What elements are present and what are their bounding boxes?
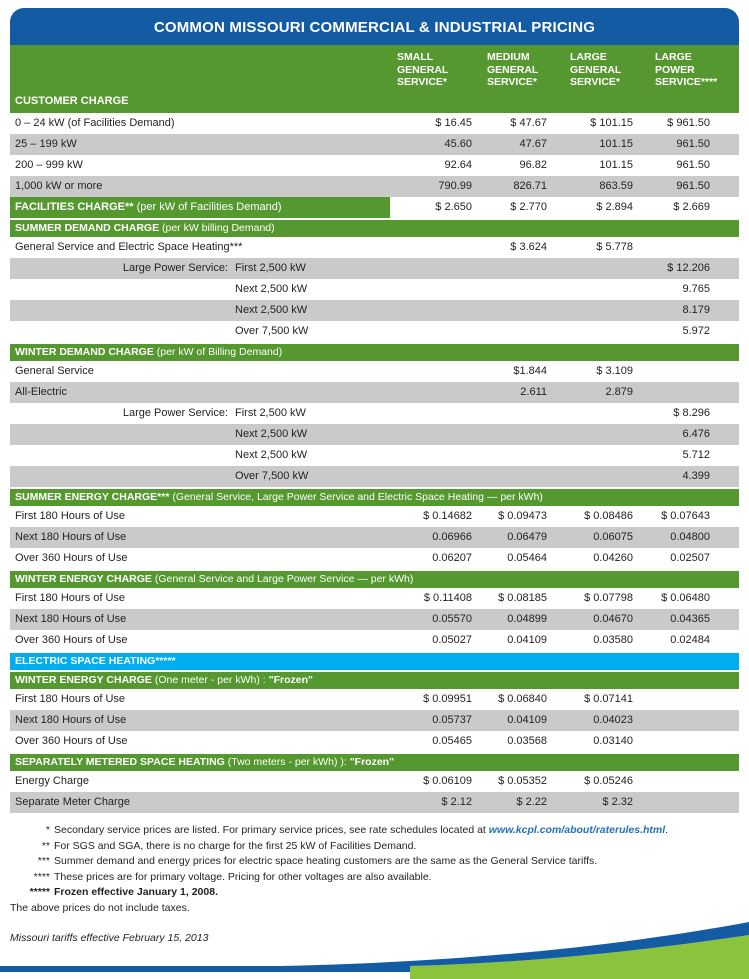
price-row xyxy=(10,403,739,424)
price-cell-col4 xyxy=(633,237,710,258)
price-cell-col1: 0.05465 xyxy=(432,735,472,747)
row-label-text: First 180 Hours of Use xyxy=(15,693,126,705)
table-sections xyxy=(10,113,739,813)
section-header-label: WINTER ENERGY CHARGE xyxy=(15,674,152,686)
row-right-spacer xyxy=(710,689,739,710)
price-row xyxy=(10,527,739,548)
price-row xyxy=(10,689,739,710)
footnote-line xyxy=(10,839,739,855)
row-label xyxy=(10,382,390,403)
row-label xyxy=(10,279,390,300)
price-cell-col2 xyxy=(472,300,547,321)
price-cell-col3: $ 5.778 xyxy=(596,241,633,253)
price-cell-col1: $ 0.09951 xyxy=(423,693,472,705)
row-label-text: Over 360 Hours of Use xyxy=(15,735,128,747)
footer-swoosh-graphic xyxy=(0,909,749,979)
footnote-marker: * xyxy=(45,824,50,836)
price-cell-col3 xyxy=(547,403,633,424)
price-cell-col3: $ 0.07798 xyxy=(584,592,633,604)
price-cell-col4: $ 12.206 xyxy=(667,262,710,274)
row-right-spacer xyxy=(710,466,739,487)
price-cell-col4 xyxy=(633,771,710,792)
column-header-medium-general-service: MEDIUM GENERAL SERVICE* xyxy=(487,51,539,88)
row-label-prefix: Large Power Service: xyxy=(122,407,228,419)
row-label-text: First 180 Hours of Use xyxy=(15,592,126,604)
price-cell-col4: 961.50 xyxy=(676,159,710,171)
price-cell-col1 xyxy=(390,403,472,424)
price-row xyxy=(10,237,739,258)
row-right-spacer xyxy=(710,424,739,445)
price-cell-col1 xyxy=(390,237,472,258)
row-label xyxy=(10,321,390,342)
price-cell-col3 xyxy=(547,466,633,487)
row-label-text: Next 2,500 kW xyxy=(235,449,308,461)
row-label xyxy=(10,630,390,651)
price-cell-col1: 45.60 xyxy=(444,138,472,150)
price-cell-col4 xyxy=(633,382,710,403)
price-cell-col4 xyxy=(633,792,710,813)
price-row xyxy=(10,506,739,527)
row-right-spacer xyxy=(710,382,739,403)
price-row xyxy=(10,361,739,382)
price-cell-col2: $ 0.06840 xyxy=(498,693,547,705)
row-label-text: Next 180 Hours of Use xyxy=(15,613,127,625)
price-cell-col1 xyxy=(390,382,472,403)
row-right-spacer xyxy=(710,155,739,176)
price-cell-col1: 0.05570 xyxy=(432,613,472,625)
price-cell-col1 xyxy=(390,258,472,279)
row-right-spacer xyxy=(710,237,739,258)
row-label xyxy=(10,134,390,155)
row-label xyxy=(10,466,390,487)
footnote-text: The above prices do not include taxes. xyxy=(10,901,190,914)
row-label xyxy=(10,731,390,752)
price-cell-col3: $ 101.15 xyxy=(590,117,633,129)
footnote-line xyxy=(10,870,739,886)
row-label-text: Next 2,500 kW xyxy=(235,428,308,440)
table-header xyxy=(10,45,739,113)
row-label-text: 25 – 199 kW xyxy=(15,138,77,150)
price-cell-col2: 826.71 xyxy=(513,180,547,192)
footnote-text: Frozen effective January 1, 2008. xyxy=(54,886,218,898)
footnote-marker: ** xyxy=(41,839,50,852)
price-cell-col1: $ 2.12 xyxy=(441,796,472,808)
section-header xyxy=(10,489,739,506)
row-right-spacer xyxy=(710,176,739,197)
price-cell-col2: $ 2.770 xyxy=(510,201,547,213)
price-cell-col2: $ 0.05352 xyxy=(498,775,547,787)
price-cell-col2 xyxy=(472,424,547,445)
price-row xyxy=(10,279,739,300)
row-right-spacer xyxy=(710,321,739,342)
price-cell-col2: 96.82 xyxy=(519,159,547,171)
price-cell-col3: 101.15 xyxy=(599,159,633,171)
row-label xyxy=(10,445,390,466)
row-label-text: First 2,500 kW xyxy=(235,262,306,274)
section-header-frozen-flag: "Frozen" xyxy=(346,756,395,768)
row-label-text: Next 180 Hours of Use xyxy=(15,531,127,543)
row-label xyxy=(10,548,390,569)
price-cell-col3: 2.879 xyxy=(605,386,633,398)
price-cell-col2: 0.06479 xyxy=(507,531,547,543)
footnote-line xyxy=(10,885,739,901)
price-cell-col3 xyxy=(547,321,633,342)
section-header xyxy=(10,754,739,771)
price-cell-col1: 0.05737 xyxy=(432,714,472,726)
price-cell-col4 xyxy=(633,689,710,710)
price-cell-col2 xyxy=(472,445,547,466)
price-cell-col2 xyxy=(472,258,547,279)
price-cell-col2: 0.04899 xyxy=(507,613,547,625)
price-cell-col1 xyxy=(390,321,472,342)
row-label-text: Next 2,500 kW xyxy=(235,283,308,295)
price-cell-col4: $ 0.07643 xyxy=(661,510,710,522)
price-cell-col2: $ 0.09473 xyxy=(498,510,547,522)
row-label xyxy=(10,258,390,279)
row-label-text: Energy Charge xyxy=(15,775,89,787)
price-row xyxy=(10,630,739,651)
price-cell-col4: 0.04800 xyxy=(670,531,710,543)
price-cell-col1: $ 0.14682 xyxy=(423,510,472,522)
price-row-facilities-charge xyxy=(10,197,739,218)
row-right-spacer xyxy=(710,792,739,813)
row-right-spacer xyxy=(710,588,739,609)
row-label-bold: FACILITIES CHARGE** xyxy=(15,201,134,213)
price-row xyxy=(10,548,739,569)
footnotes xyxy=(10,823,739,916)
price-cell-col3: 863.59 xyxy=(599,180,633,192)
row-right-spacer xyxy=(710,771,739,792)
row-label xyxy=(10,710,390,731)
price-cell-col3: $ 3.109 xyxy=(596,365,633,377)
row-label xyxy=(10,771,390,792)
price-cell-col3: $ 2.32 xyxy=(602,796,633,808)
price-cell-col2: $1.844 xyxy=(513,365,547,377)
price-cell-col2: 2.611 xyxy=(520,386,547,398)
price-cell-col1: $ 0.11408 xyxy=(423,592,472,604)
footnote-text: For SGS and SGA, there is no charge for the first 25 kW of Facilities Demand. xyxy=(54,839,417,852)
price-cell-col1: 92.64 xyxy=(444,159,472,171)
price-cell-col1: $ 2.650 xyxy=(435,201,472,213)
price-cell-col2: 0.04109 xyxy=(507,714,547,726)
row-right-spacer xyxy=(710,630,739,651)
price-cell-col4: 5.712 xyxy=(682,449,710,461)
price-cell-col2: 0.04109 xyxy=(507,634,547,646)
footnote-text: These prices are for primary voltage. Pricing for other voltages are also available. xyxy=(54,870,432,883)
section-header-note: (per kW billing Demand) xyxy=(159,222,275,234)
row-label xyxy=(10,361,390,382)
row-label-prefix: Large Power Service: xyxy=(122,262,228,274)
pricing-document xyxy=(10,8,739,944)
price-row xyxy=(10,731,739,752)
section-header xyxy=(10,571,739,588)
column-header-large-general-service: LARGE GENERAL SERVICE* xyxy=(570,51,622,88)
price-row xyxy=(10,176,739,197)
price-row xyxy=(10,609,739,630)
row-label-text: 200 – 999 kW xyxy=(15,159,83,171)
section-header-label: ELECTRIC SPACE HEATING***** xyxy=(15,655,176,667)
row-right-spacer xyxy=(710,279,739,300)
price-cell-col4: 6.476 xyxy=(682,428,710,440)
row-right-spacer xyxy=(710,134,739,155)
row-label xyxy=(10,113,390,134)
price-cell-col3: 0.03580 xyxy=(593,634,633,646)
price-cell-col4: 9.765 xyxy=(682,283,710,295)
row-label xyxy=(10,237,390,258)
price-cell-col4: 5.972 xyxy=(682,325,710,337)
section-header-frozen-flag: "Frozen" xyxy=(265,674,313,686)
section-header-label: SEPARATELY METERED SPACE HEATING xyxy=(15,756,225,768)
row-right-spacer xyxy=(710,113,739,134)
row-label-text: All-Electric xyxy=(15,386,67,398)
section-header-note: (General Service and Large Power Service — per kWh) xyxy=(151,573,414,585)
price-cell-col2: $ 2.22 xyxy=(516,796,547,808)
section-header-label: SUMMER DEMAND CHARGE xyxy=(15,222,160,234)
footnote-text: Summer demand and energy prices for electric space heating customers are the same as the General Service tariffs. xyxy=(54,855,598,867)
price-cell-col2 xyxy=(472,321,547,342)
row-label-text: General Service and Electric Space Heating*** xyxy=(15,241,243,253)
row-label-text: First 180 Hours of Use xyxy=(15,510,126,522)
price-row xyxy=(10,258,739,279)
price-row xyxy=(10,321,739,342)
price-cell-col1 xyxy=(390,445,472,466)
price-cell-col3 xyxy=(547,279,633,300)
price-cell-col1 xyxy=(390,361,472,382)
price-cell-col1 xyxy=(390,424,472,445)
page-title: COMMON MISSOURI COMMERCIAL & INDUSTRIAL PRICING xyxy=(10,8,739,45)
row-label-text: First 2,500 kW xyxy=(235,407,306,419)
row-right-spacer xyxy=(710,731,739,752)
price-row xyxy=(10,113,739,134)
price-row xyxy=(10,588,739,609)
price-cell-col2 xyxy=(472,403,547,424)
price-cell-col1: 790.99 xyxy=(438,180,472,192)
raterules-link[interactable]: www.kcpl.com/about/raterules.html xyxy=(488,824,666,836)
row-label-text: Over 7,500 kW xyxy=(235,325,309,337)
price-cell-col1: $ 16.45 xyxy=(435,117,472,129)
row-label xyxy=(10,403,390,424)
price-row xyxy=(10,771,739,792)
row-label xyxy=(10,155,390,176)
price-cell-col3 xyxy=(547,300,633,321)
section-header xyxy=(10,344,739,361)
price-cell-col4 xyxy=(633,361,710,382)
price-cell-col3: 0.04260 xyxy=(593,552,633,564)
row-right-spacer xyxy=(710,548,739,569)
row-right-spacer xyxy=(710,403,739,424)
price-cell-col2: 0.03568 xyxy=(507,735,547,747)
row-label-text: 0 – 24 kW (of Facilities Demand) xyxy=(15,117,175,129)
price-cell-col2: $ 0.08185 xyxy=(498,592,547,604)
footnote-line xyxy=(10,854,739,870)
row-label xyxy=(10,300,390,321)
section-header-label: WINTER DEMAND CHARGE xyxy=(15,346,154,358)
price-cell-col4: 4.399 xyxy=(682,470,710,482)
row-right-spacer xyxy=(710,197,739,218)
row-label-text: General Service xyxy=(15,365,94,377)
price-cell-col3 xyxy=(547,258,633,279)
price-cell-col3 xyxy=(547,424,633,445)
price-cell-col3: 0.04023 xyxy=(593,714,633,726)
row-right-spacer xyxy=(710,506,739,527)
price-cell-col2: 47.67 xyxy=(519,138,547,150)
section-header xyxy=(10,653,739,670)
footnote-line xyxy=(10,823,739,839)
price-cell-col4: 961.50 xyxy=(676,138,710,150)
price-cell-col2: $ 47.67 xyxy=(510,117,547,129)
column-header-small-general-service: SMALL GENERAL SERVICE* xyxy=(397,51,449,88)
price-cell-col1: 0.06966 xyxy=(432,531,472,543)
row-label-text: Over 360 Hours of Use xyxy=(15,552,128,564)
price-cell-col4: 961.50 xyxy=(676,180,710,192)
footnote-marker: *** xyxy=(37,855,50,867)
row-label xyxy=(10,424,390,445)
row-label xyxy=(10,176,390,197)
price-row xyxy=(10,792,739,813)
section-header-customer-charge: CUSTOMER CHARGE xyxy=(15,95,129,107)
price-row xyxy=(10,424,739,445)
footnote-text: Secondary service prices are listed. For primary service prices, see rate schedules located at www.kcpl.com/about/raterules.html. xyxy=(54,824,669,836)
row-label xyxy=(10,588,390,609)
price-row xyxy=(10,155,739,176)
price-row xyxy=(10,445,739,466)
row-right-spacer xyxy=(710,445,739,466)
section-header-note: (General Service, Large Power Service and Electric Space Heating — per kWh) xyxy=(169,491,543,503)
row-label xyxy=(10,197,390,218)
price-cell-col1: $ 0.06109 xyxy=(423,775,472,787)
row-label xyxy=(10,792,390,813)
price-row xyxy=(10,710,739,731)
row-label xyxy=(10,527,390,548)
row-right-spacer xyxy=(710,527,739,548)
section-header-label: SUMMER ENERGY CHARGE*** xyxy=(15,491,170,503)
price-cell-col4: $ 2.669 xyxy=(673,201,710,213)
price-cell-col3: $ 2.894 xyxy=(596,201,633,213)
column-header-large-power-service: LARGE POWER SERVICE**** xyxy=(655,51,718,88)
price-cell-col3: 101.15 xyxy=(599,138,633,150)
row-right-spacer xyxy=(710,710,739,731)
row-right-spacer xyxy=(710,361,739,382)
price-row xyxy=(10,300,739,321)
section-header-note: (per kW of Billing Demand) xyxy=(153,346,283,358)
price-cell-col2: $ 3.624 xyxy=(510,241,547,253)
price-cell-col4: 0.02484 xyxy=(670,634,710,646)
price-cell-col2 xyxy=(472,466,547,487)
section-header-label: WINTER ENERGY CHARGE xyxy=(15,573,152,585)
price-row xyxy=(10,466,739,487)
section-header xyxy=(10,672,739,689)
row-label-text: Next 2,500 kW xyxy=(235,304,308,316)
section-header-note: (Two meters - per kWh) ): xyxy=(224,756,347,768)
price-cell-col4: $ 961.50 xyxy=(667,117,710,129)
price-cell-col4 xyxy=(633,710,710,731)
row-label xyxy=(10,689,390,710)
price-row xyxy=(10,382,739,403)
price-cell-col3: $ 0.05246 xyxy=(584,775,633,787)
price-cell-col1 xyxy=(390,300,472,321)
effective-date-note: Missouri tariffs effective February 15, 2013 xyxy=(10,932,209,944)
price-cell-col2: 0.05464 xyxy=(507,552,547,564)
footnote-marker: **** xyxy=(33,870,50,883)
row-right-spacer xyxy=(710,300,739,321)
price-cell-col1 xyxy=(390,466,472,487)
price-cell-col4: 8.179 xyxy=(682,304,710,316)
row-label xyxy=(10,609,390,630)
price-cell-col1: 0.05027 xyxy=(432,634,472,646)
row-right-spacer xyxy=(710,609,739,630)
row-label-text: 1,000 kW or more xyxy=(15,180,103,192)
price-cell-col4 xyxy=(633,731,710,752)
section-header xyxy=(10,220,739,237)
price-cell-col2 xyxy=(472,279,547,300)
price-cell-col3: 0.03140 xyxy=(593,735,633,747)
row-label-text: Over 7,500 kW xyxy=(235,470,309,482)
row-label-text: Separate Meter Charge xyxy=(15,796,130,808)
price-cell-col4: 0.04365 xyxy=(670,613,710,625)
price-cell-col3: $ 0.08486 xyxy=(584,510,633,522)
price-cell-col4: 0.02507 xyxy=(670,552,710,564)
row-label-note: (per kW of Facilities Demand) xyxy=(133,201,282,213)
row-label-text: Over 360 Hours of Use xyxy=(15,634,128,646)
price-cell-col3: $ 0.07141 xyxy=(584,693,633,705)
price-cell-col3: 0.06075 xyxy=(593,531,633,543)
price-cell-col3 xyxy=(547,445,633,466)
price-cell-col4: $ 0.06480 xyxy=(661,592,710,604)
price-cell-col4: $ 8.296 xyxy=(673,407,710,419)
price-row xyxy=(10,134,739,155)
price-cell-col1: 0.06207 xyxy=(432,552,472,564)
price-cell-col3: 0.04670 xyxy=(593,613,633,625)
section-header-note: (One meter - per kWh) : xyxy=(151,674,266,686)
row-label-text: Next 180 Hours of Use xyxy=(15,714,127,726)
footnote-marker: ***** xyxy=(29,886,50,898)
row-label xyxy=(10,506,390,527)
row-right-spacer xyxy=(710,258,739,279)
price-cell-col1 xyxy=(390,279,472,300)
